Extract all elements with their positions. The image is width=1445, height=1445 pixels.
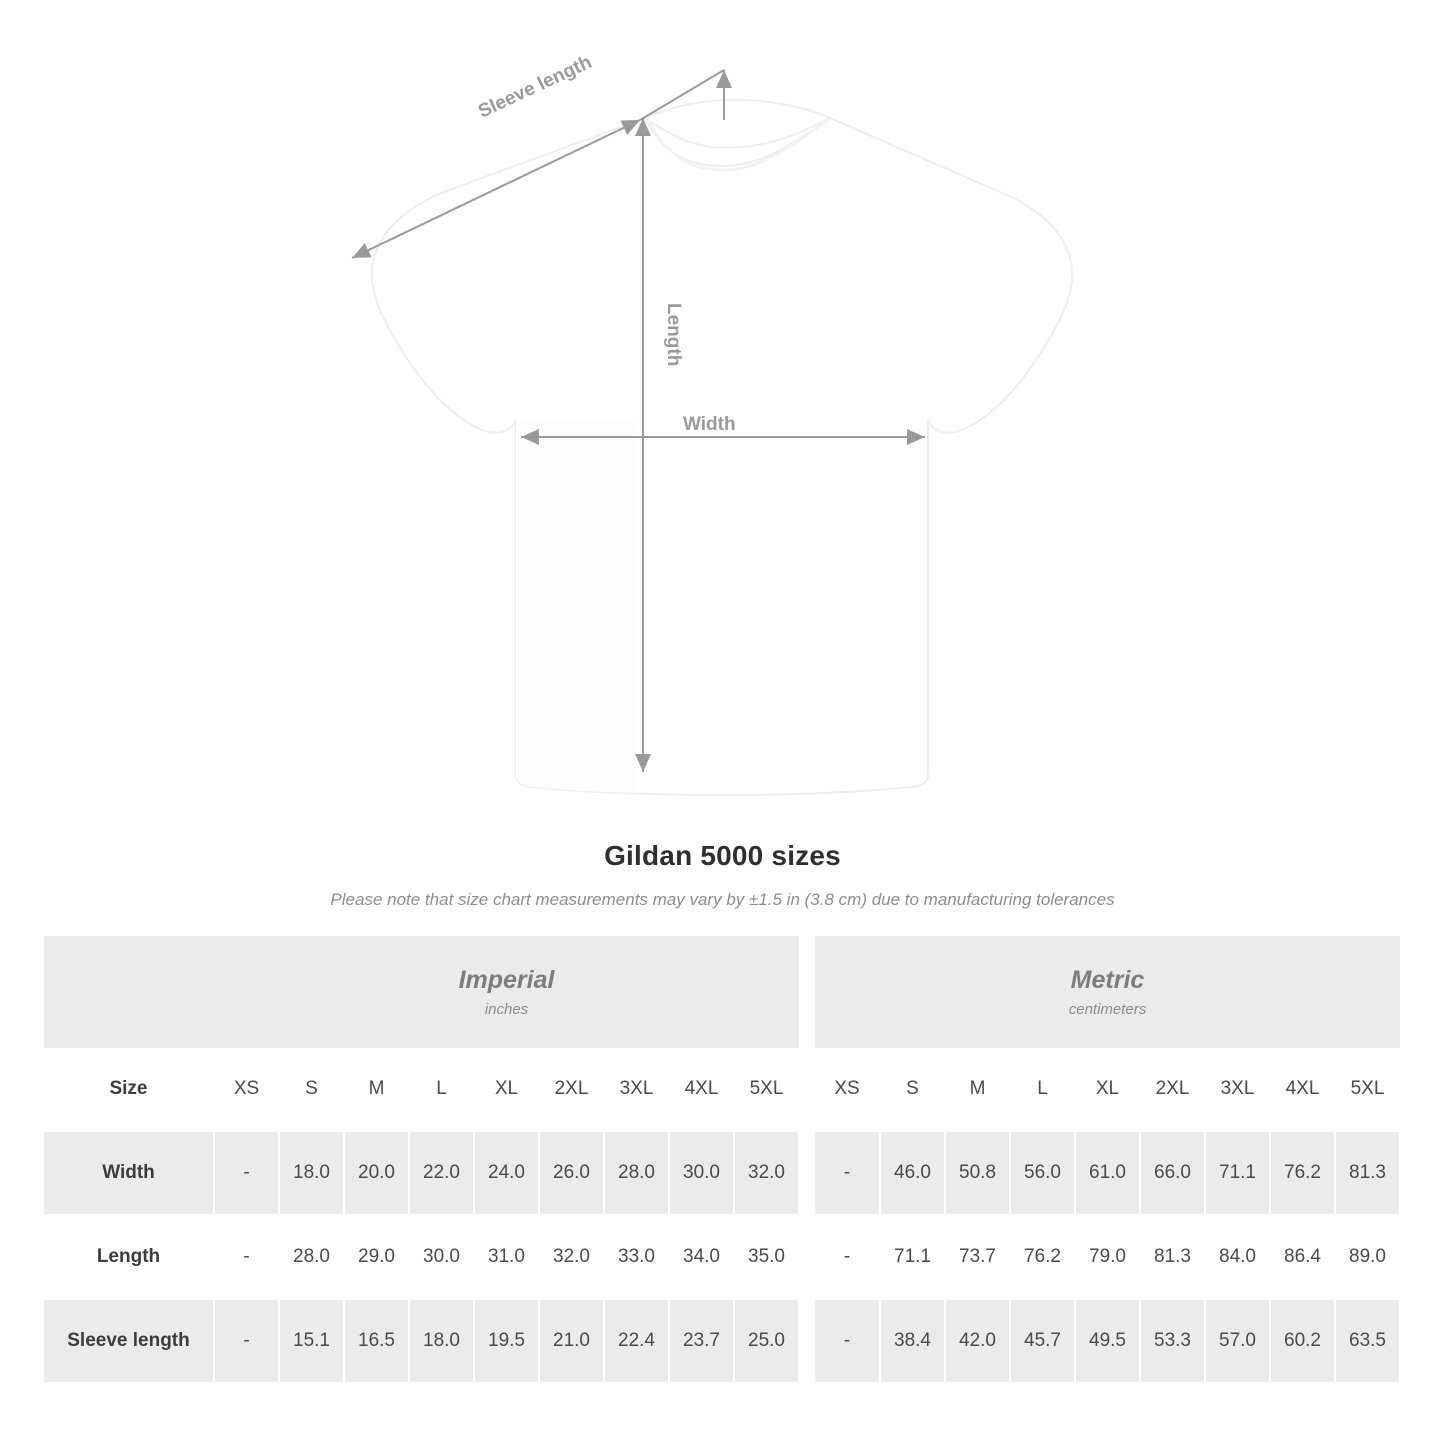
cell-length-metric-4xl: 86.4	[1270, 1215, 1335, 1299]
cell-length-imperial-3xl: 33.0	[604, 1215, 669, 1299]
size-header-metric-s: S	[880, 1048, 945, 1131]
tshirt-shape	[372, 100, 1072, 795]
cell-width-imperial-s: 18.0	[279, 1131, 344, 1215]
cell-length-metric-xl: 79.0	[1075, 1215, 1140, 1299]
size-header-metric-xl: XL	[1075, 1048, 1140, 1131]
cell-sleeve-imperial-xs: -	[214, 1299, 279, 1382]
unit-header-row	[44, 936, 1400, 1048]
cell-width-imperial-3xl: 28.0	[604, 1131, 669, 1215]
cell-width-imperial-xs: -	[214, 1131, 279, 1215]
title-block	[0, 840, 1445, 910]
cell-length-imperial-4xl: 34.0	[669, 1215, 734, 1299]
cell-sleeve-imperial-2xl: 21.0	[539, 1299, 604, 1382]
cell-sleeve-metric-m: 42.0	[945, 1299, 1010, 1382]
cell-sleeve-imperial-3xl: 22.4	[604, 1299, 669, 1382]
row-gap-length	[799, 1215, 815, 1299]
label-sleeve-length: Sleeve length	[475, 51, 596, 123]
cell-sleeve-imperial-s: 15.1	[279, 1299, 344, 1382]
cell-sleeve-imperial-l: 18.0	[409, 1299, 474, 1382]
cell-width-imperial-xl: 24.0	[474, 1131, 539, 1215]
cell-width-metric-l: 56.0	[1010, 1131, 1075, 1215]
cell-length-imperial-s: 28.0	[279, 1215, 344, 1299]
cell-length-metric-m: 73.7	[945, 1215, 1010, 1299]
cell-length-imperial-5xl: 35.0	[734, 1215, 799, 1299]
cell-length-imperial-xl: 31.0	[474, 1215, 539, 1299]
size-header-imperial-xs: XS	[214, 1048, 279, 1131]
size-header-metric-m: M	[945, 1048, 1010, 1131]
size-header-gap	[799, 1048, 815, 1131]
cell-sleeve-metric-s: 38.4	[880, 1299, 945, 1382]
cell-sleeve-metric-5xl: 63.5	[1335, 1299, 1400, 1382]
size-header-imperial-4xl: 4XL	[669, 1048, 734, 1131]
size-header-imperial-xl: XL	[474, 1048, 539, 1131]
cell-width-metric-m: 50.8	[945, 1131, 1010, 1215]
size-header-metric-l: L	[1010, 1048, 1075, 1131]
size-table-wrap	[44, 936, 1401, 1382]
size-header-imperial-2xl: 2XL	[539, 1048, 604, 1131]
cell-length-imperial-xs: -	[214, 1215, 279, 1299]
cell-width-metric-s: 46.0	[880, 1131, 945, 1215]
cell-width-metric-4xl: 76.2	[1270, 1131, 1335, 1215]
cell-sleeve-imperial-4xl: 23.7	[669, 1299, 734, 1382]
row-gap-width	[799, 1131, 815, 1215]
unit-sub-metric: centimeters	[1068, 1001, 1147, 1018]
table-row	[44, 1299, 1400, 1382]
size-header-imperial-3xl: 3XL	[604, 1048, 669, 1131]
unit-name-imperial: Imperial	[458, 966, 555, 994]
cell-width-metric-2xl: 66.0	[1140, 1131, 1205, 1215]
chart-note: Please note that size chart measurements may vary by ±1.5 in (3.8 cm) due to manufacturing tolerances	[330, 890, 1115, 909]
cell-sleeve-imperial-m: 16.5	[344, 1299, 409, 1382]
size-header-metric-2xl: 2XL	[1140, 1048, 1205, 1131]
cell-length-imperial-l: 30.0	[409, 1215, 474, 1299]
cell-length-metric-5xl: 89.0	[1335, 1215, 1400, 1299]
table-row	[44, 1215, 1400, 1299]
cell-sleeve-metric-xl: 49.5	[1075, 1299, 1140, 1382]
cell-width-metric-xl: 61.0	[1075, 1131, 1140, 1215]
size-header-metric-xs: XS	[815, 1048, 880, 1131]
table-row	[44, 1131, 1400, 1215]
cell-sleeve-metric-2xl: 53.3	[1140, 1299, 1205, 1382]
cell-length-metric-l: 76.2	[1010, 1215, 1075, 1299]
size-header-metric-5xl: 5XL	[1335, 1048, 1400, 1131]
cell-sleeve-metric-4xl: 60.2	[1270, 1299, 1335, 1382]
label-length: Length	[663, 303, 684, 367]
cell-width-imperial-2xl: 26.0	[539, 1131, 604, 1215]
row-label-sleeve-length: Sleeve length	[44, 1299, 214, 1382]
cell-length-metric-s: 71.1	[880, 1215, 945, 1299]
row-gap-sleeve	[799, 1299, 815, 1382]
unit-name-metric: Metric	[1070, 966, 1145, 994]
cell-width-imperial-5xl: 32.0	[734, 1131, 799, 1215]
row-label-length: Length	[44, 1215, 214, 1299]
cell-width-imperial-m: 20.0	[344, 1131, 409, 1215]
cell-sleeve-metric-l: 45.7	[1010, 1299, 1075, 1382]
size-header-label: Size	[44, 1048, 214, 1131]
cell-length-imperial-m: 29.0	[344, 1215, 409, 1299]
unit-header-metric	[815, 936, 1400, 1048]
row-label-width: Width	[44, 1131, 214, 1215]
cell-sleeve-imperial-xl: 19.5	[474, 1299, 539, 1382]
cell-sleeve-imperial-5xl: 25.0	[734, 1299, 799, 1382]
cell-length-imperial-2xl: 32.0	[539, 1215, 604, 1299]
cell-sleeve-metric-3xl: 57.0	[1205, 1299, 1270, 1382]
cell-width-metric-5xl: 81.3	[1335, 1131, 1400, 1215]
size-header-imperial-l: L	[409, 1048, 474, 1131]
size-header-metric-4xl: 4XL	[1270, 1048, 1335, 1131]
cell-length-metric-3xl: 84.0	[1205, 1215, 1270, 1299]
size-header-imperial-m: M	[344, 1048, 409, 1131]
unit-header-imperial	[214, 936, 799, 1048]
chart-title: Gildan 5000 sizes	[604, 840, 841, 871]
cell-width-metric-xs: -	[815, 1131, 880, 1215]
cell-width-imperial-4xl: 30.0	[669, 1131, 734, 1215]
size-header-imperial-s: S	[279, 1048, 344, 1131]
size-header-row	[44, 1048, 1400, 1131]
label-width: Width	[683, 414, 736, 435]
size-table	[44, 936, 1401, 1382]
size-header-metric-3xl: 3XL	[1205, 1048, 1270, 1131]
cell-width-metric-3xl: 71.1	[1205, 1131, 1270, 1215]
size-header-imperial-5xl: 5XL	[734, 1048, 799, 1131]
cell-sleeve-metric-xs: -	[815, 1299, 880, 1382]
cell-length-metric-2xl: 81.3	[1140, 1215, 1205, 1299]
unit-header-gap	[799, 936, 815, 1048]
cell-width-imperial-l: 22.0	[409, 1131, 474, 1215]
cell-length-metric-xs: -	[815, 1215, 880, 1299]
unit-header-spacer	[44, 936, 214, 1048]
unit-sub-imperial: inches	[484, 1001, 529, 1018]
